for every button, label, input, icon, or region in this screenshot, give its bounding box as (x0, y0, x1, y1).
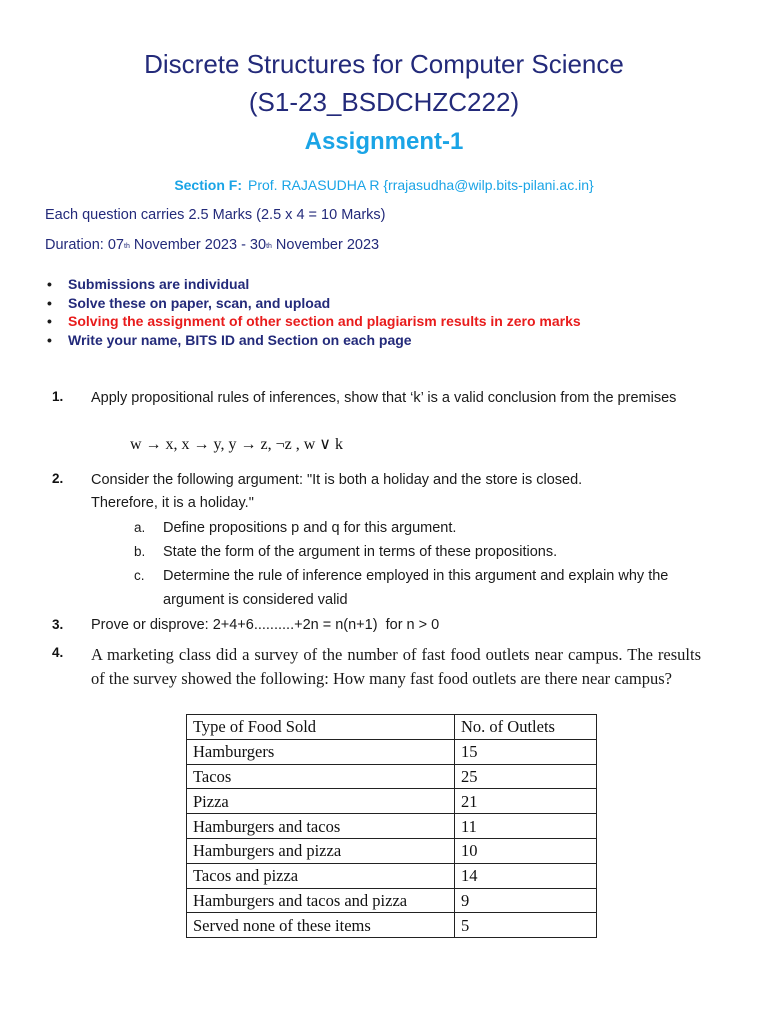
course-title: Discrete Structures for Computer Science (144, 49, 624, 79)
table-cell: 15 (455, 739, 597, 764)
table-cell: Pizza (187, 789, 455, 814)
marks-line: Each question carries 2.5 Marks (2.5 x 4 = 10 Marks) (45, 207, 386, 223)
duration-middle: November 2023 - 30 (129, 237, 267, 253)
table-cell: Hamburgers (187, 739, 455, 764)
table-cell: 21 (455, 789, 597, 814)
table-cell: 11 (455, 814, 597, 839)
table-cell: Hamburgers and tacos and pizza (187, 888, 455, 913)
food-outlets-table (186, 714, 597, 938)
table-cell: Hamburgers and pizza (187, 838, 455, 863)
part-text: Determine the rule of inference employed in this argument and explain why the argument is considered valid (163, 568, 669, 608)
duration-end: November 2023 (271, 237, 380, 253)
rule-item: • Submissions are individual (45, 275, 581, 294)
table-cell: 14 (455, 863, 597, 888)
duration-sup-1: th (124, 243, 130, 250)
table-cell: Tacos (187, 764, 455, 789)
assignment-title: Assignment-1 (304, 128, 464, 155)
table-cell: Hamburgers and tacos (187, 814, 455, 839)
table-cell: 10 (455, 838, 597, 863)
question-3-number: 3. (52, 617, 64, 632)
rules-list (45, 275, 581, 349)
question-2-part (134, 516, 694, 540)
table-cell: 9 (455, 888, 597, 913)
part-text: Define propositions p and q for this argument. (163, 520, 457, 536)
table-row (187, 863, 597, 888)
question-4-text: A marketing class did a survey of the number of fast food outlets near campus. The results of the survey showed the following: How many fast food outlets are there near campus? (91, 645, 701, 688)
table-row (187, 789, 597, 814)
question-2-part (134, 564, 694, 612)
question-1-number: 1. (52, 389, 64, 404)
section-info (0, 177, 768, 193)
duration-line (45, 237, 379, 253)
question-3-text: Prove or disprove: 2+4+6..........+2n = n(n+1) for n > 0 (91, 617, 440, 633)
part-marker: a. (134, 520, 146, 535)
question-2-part (134, 540, 694, 564)
table-row (187, 888, 597, 913)
section-label: Section F: (174, 177, 242, 193)
duration-sup-2: th (266, 243, 272, 250)
table-header-row (187, 715, 597, 740)
table-cell: Served none of these items (187, 913, 455, 938)
rule-item-warning: • Solving the assignment of other section and plagiarism results in zero marks (45, 312, 581, 331)
question-2-text: Consider the following argument: "It is both a holiday and the store is closed. Therefore, it is a holiday." (91, 472, 583, 511)
question-1-formula: w → x, x → y, y → z, ¬z , w ∨ k (130, 436, 344, 453)
section-professor: Prof. RAJASUDHA R {rrajasudha@wilp.bits-pilani.ac.in} (247, 177, 594, 193)
duration-label: Duration: 07 (45, 237, 124, 253)
table-row (187, 838, 597, 863)
question-2-number: 2. (52, 471, 64, 486)
table-cell: 25 (455, 764, 597, 789)
question-2-parts (134, 516, 694, 612)
question-1-text: Apply propositional rules of inferences, show that ‘k’ is a valid conclusion from the premises (91, 390, 677, 406)
table-row (187, 814, 597, 839)
table-header-cell: Type of Food Sold (187, 715, 455, 740)
table-row (187, 764, 597, 789)
table-row (187, 739, 597, 764)
part-text: State the form of the argument in terms of these propositions. (163, 544, 558, 560)
table-cell: Tacos and pizza (187, 863, 455, 888)
table-cell: 5 (455, 913, 597, 938)
course-code: (S1-23_BSDCHZC222) (248, 87, 520, 117)
rule-item: • Write your name, BITS ID and Section on each page (45, 331, 581, 350)
question-4-number: 4. (52, 645, 64, 660)
table-header-cell: No. of Outlets (455, 715, 597, 740)
table-row (187, 913, 597, 938)
part-marker: b. (134, 544, 146, 559)
rule-item: • Solve these on paper, scan, and upload (45, 294, 581, 313)
part-marker: c. (134, 568, 145, 583)
